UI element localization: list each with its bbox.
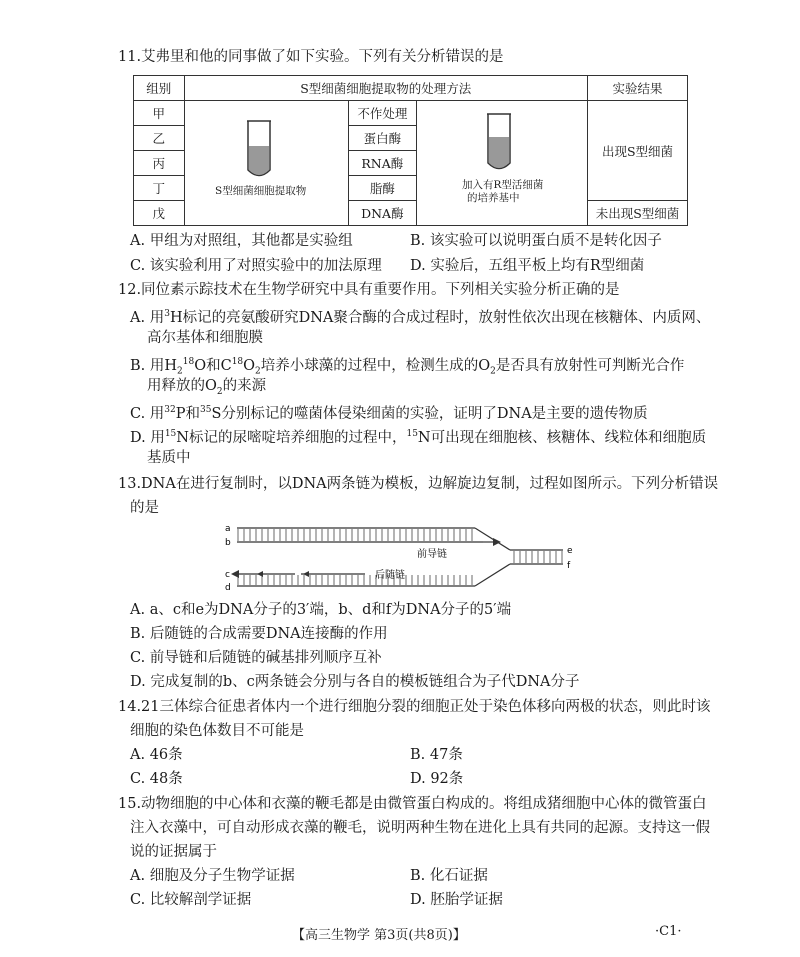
- q13-option-c[interactable]: C. 前导链和后随链的碱基排列顺序互补: [130, 650, 382, 666]
- q14-option-d[interactable]: D. 92条: [410, 771, 464, 787]
- q12-b-sub: 2: [177, 366, 183, 377]
- treatment-cell: RNA酶: [348, 151, 417, 176]
- q14-stem-1: 14.21三体综合征患者体内一个进行细胞分裂的细胞正处于染色体移向两极的状态，则此时该: [118, 699, 711, 715]
- header-group: 组别: [134, 76, 185, 101]
- q11-option-a[interactable]: A. 甲组为对照组，其他都是实验组: [130, 233, 353, 249]
- group-cell: 乙: [134, 126, 185, 151]
- q12-option-a-cont: 高尔基体和细胞膜: [147, 330, 263, 346]
- q15-option-c[interactable]: C. 比较解剖学证据: [130, 892, 252, 908]
- tube-left-label: S型细菌细胞提取物: [215, 185, 307, 197]
- q12-b-sub3: 2: [490, 366, 496, 377]
- q11-option-c[interactable]: C. 该实验利用了对照实验中的加法原理: [130, 258, 382, 274]
- q11-stem: 11.艾弗里和他的同事做了如下实验。下列有关分析错误的是: [118, 49, 504, 65]
- q12-option-b-cont: [147, 376, 266, 402]
- q12-c-sup1: 32: [164, 405, 176, 415]
- q15-option-a[interactable]: A. 细胞及分子生物学证据: [130, 868, 295, 884]
- test-tube-left-icon: [246, 120, 272, 182]
- q11-option-b[interactable]: B. 该实验可以说明蛋白质不是转化因子: [410, 233, 662, 249]
- q12-b-t5: 是否具有放射性可判断光合作: [495, 357, 685, 374]
- q12-option-d-cont: 基质中: [147, 450, 191, 466]
- q12-b-t4: 培养小球藻的过程中，检测生成的O: [260, 357, 491, 374]
- q12-c-t2: P和: [175, 405, 201, 422]
- q13-option-b[interactable]: B. 后随链的合成需要DNA连接酶的作用: [130, 626, 388, 642]
- q12-option-d[interactable]: [130, 424, 706, 448]
- q12-c-t3: S分别标记的噬菌体侵染细菌的实验，证明了DNA是主要的遗传物质: [211, 405, 648, 422]
- q12-b2-sub: 2: [216, 386, 223, 397]
- q12-d-t3: N可出现在细胞核、核糖体、线粒体和细胞质: [417, 429, 707, 446]
- treatment-cell: 脂酶: [348, 176, 417, 201]
- q12-a-text: A. 用: [130, 309, 165, 326]
- q12-stem: 12.同位素示踪技术在生物学研究中具有重要作用。下列相关实验分析正确的是: [118, 282, 620, 298]
- q11-option-d[interactable]: D. 实验后，五组平板上均有R型细菌: [410, 258, 645, 274]
- q15-stem-3: 说的证据属于: [130, 844, 217, 860]
- treatment-cell: 蛋白酶: [348, 126, 417, 151]
- q15-stem-1: 15.动物细胞的中心体和衣藻的鞭毛都是由微管蛋白构成的。将组成猪细胞中心体的微管蛋白: [118, 796, 707, 812]
- leading-strand-label: 前导链: [417, 549, 447, 560]
- group-cell: 戊: [134, 201, 185, 226]
- q13-stem-2: 的是: [130, 500, 159, 516]
- tube-right-label-2: 的培养基中: [467, 192, 520, 204]
- header-treatment: S型细菌细胞提取物的处理方法: [184, 76, 587, 101]
- label-c: c: [225, 570, 230, 580]
- q12-b-t2: O和C: [194, 357, 232, 374]
- header-result: 实验结果: [588, 76, 688, 101]
- q14-option-b[interactable]: B. 47条: [410, 747, 463, 763]
- q12-b2-t1: 用释放的O: [147, 378, 217, 394]
- page-code: ·C1·: [655, 924, 682, 939]
- q12-a-text2: H标记的亮氨酸研究DNA聚合酶的合成过程时，放射性依次出现在核糖体、内质网、: [169, 309, 711, 326]
- q12-option-c[interactable]: [130, 400, 648, 424]
- q12-d-t2: N标记的尿嘧啶培养细胞的过程中，: [176, 429, 407, 446]
- q13-option-a[interactable]: A. a、c和e为DNA分子的3′端，b、d和f为DNA分子的5′端: [130, 602, 512, 618]
- q12-c-sup2: 35: [200, 405, 212, 415]
- q12-c-t1: C. 用: [130, 405, 165, 422]
- q14-option-c[interactable]: C. 48条: [130, 771, 183, 787]
- q12-b-t3: O: [243, 357, 256, 374]
- label-f: f: [567, 561, 571, 571]
- q12-b-sup2: 18: [231, 357, 244, 367]
- q12-b-sub2: 2: [255, 366, 261, 377]
- q12-a-sup: 3: [164, 309, 170, 319]
- q11-table: [133, 75, 688, 226]
- q12-d-sup2: 15: [406, 429, 418, 439]
- result-positive: 出现S型细菌: [588, 101, 688, 201]
- q12-d-t1: D. 用: [130, 429, 165, 446]
- q14-option-a[interactable]: A. 46条: [130, 747, 183, 763]
- label-a: a: [225, 524, 231, 534]
- q12-b-t1: B. 用H: [130, 357, 178, 374]
- test-tube-right-icon: [486, 113, 512, 175]
- q12-d-sup1: 15: [164, 429, 177, 439]
- group-cell: 甲: [134, 101, 185, 126]
- treatment-cell: 不作处理: [348, 101, 417, 126]
- q12-option-a[interactable]: [130, 304, 710, 328]
- group-cell: 丙: [134, 151, 185, 176]
- group-cell: 丁: [134, 176, 185, 201]
- label-d: d: [225, 583, 231, 593]
- treatment-cell: DNA酶: [348, 201, 417, 226]
- q12-b-sup: 18: [182, 357, 195, 367]
- q13-stem-1: 13.DNA在进行复制时，以DNA两条链为模板，边解旋边复制，过程如图所示。下列分析错误: [118, 476, 719, 492]
- tube-right-label-1: 加入有R型活细菌: [462, 179, 544, 191]
- page-footer: 【高三生物学 第3页(共8页)】: [292, 928, 466, 943]
- q12-b2-t2: 的来源: [222, 378, 267, 394]
- label-e: e: [567, 546, 573, 556]
- lagging-strand-label: 后随链: [375, 570, 405, 581]
- label-b: b: [225, 538, 231, 548]
- q15-option-d[interactable]: D. 胚胎学证据: [410, 892, 503, 908]
- q15-stem-2: 注入衣藻中，可自动形成衣藻的鞭毛，说明两种生物在进化上具有共同的起源。支持这一假: [130, 820, 710, 836]
- dna-replication-diagram: [225, 520, 585, 610]
- result-negative: 未出现S型细菌: [588, 201, 688, 226]
- q15-option-b[interactable]: B. 化石证据: [410, 868, 488, 884]
- q14-stem-2: 细胞的染色体数目不可能是: [130, 723, 304, 739]
- q13-option-d[interactable]: D. 完成复制的b、c两条链会分别与各自的模板链组合为子代DNA分子: [130, 674, 580, 690]
